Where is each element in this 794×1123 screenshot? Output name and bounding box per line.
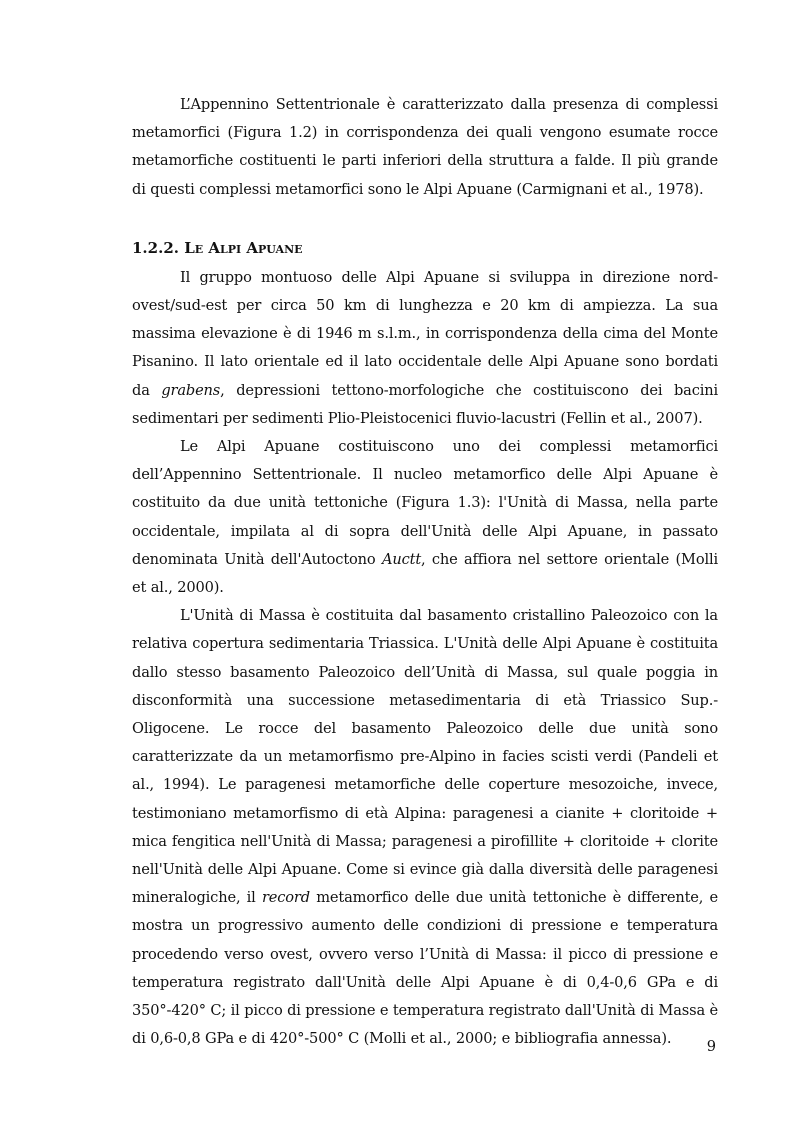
page-number: 9 bbox=[706, 1038, 716, 1055]
paragraph-text: Le Alpi Apuane costituiscono uno dei complessi metamorfici dell’Appennino Settentrionale. Il nucleo metamorfico delle Alpi Apuane è costituito da due unità tettoniche (Figura 1.3): l'Unità di Massa, nella parte occidentale, impilata al di sopra dell'Unità delle Alpi Apuane, in passato denominata Unità dell'Autoctono bbox=[132, 438, 718, 568]
italic-term: Auctt bbox=[381, 550, 422, 568]
paragraph-text: Il gruppo montuoso delle Alpi Apuane si sviluppa in direzione nord-ovest/sud-est per circa 50 km di lunghezza e 20 km di ampiezza. La sua massima elevazione è di 1946 m s.l.m., in corrispondenza della cima del Monte Pisanino. Il lato orientale ed il lato occidentale delle Alpi Apuane sono bordati da bbox=[132, 268, 718, 399]
italic-term: record bbox=[261, 889, 310, 907]
paragraph-apuane-geography bbox=[132, 264, 718, 433]
italic-term: grabens bbox=[161, 381, 221, 399]
paragraph-text: , che affiora nel settore orientale (Molli et al., 2000). bbox=[132, 550, 719, 597]
paragraph-intro: L’Appennino Settentrionale è caratterizzato dalla presenza di complessi metamorfici (Figura 1.2) in corrispondenza dei quali vengono esumate rocce metamorfiche costituenti le parti inferiori della struttura a falde. Il più grande di questi complessi metamorfici sono le Alpi Apuane (Carmignani et al., 1978). bbox=[132, 96, 718, 198]
paragraph-text: L'Unità di Massa è costituita dal basamento cristallino Paleozoico con la relativa copertura sedimentaria Triassica. L'Unità delle Alpi Apuane è costituita dallo stesso basamento Paleozoico dell’Unità di Massa, sul quale poggia in disconformità una successione metasedimentaria di età Triassico Sup.-Oligocene. Le rocce del basamento Paleozoico delle due unità sono caratterizzate da un metamorfismo pre-Alpino in facies scisti verdi (Pandeli et al., 1994). Le paragenesi metamorfiche delle coperture mesozoiche, invece, testimoniano metamorfismo di età Alpina: paragenesi a cianite + cloritoide + mica fengitica nell'Unità di Massa; paragenesi a pirofillite + cloritoide + clorite nell'Unità delle Alpi Apuane. Come si evince già dalla diversità delle paragenesi mineralogiche, il bbox=[132, 607, 718, 907]
paragraph-text: metamorfico delle due unità tettoniche è differente, e mostra un progressivo aumento delle condizioni di pressione e temperatura procedendo verso ovest, ovvero verso l’Unità di Massa: il picco di pressione e temperatura registrato dall'Unità delle Alpi Apuane è di 0,4-0,6 GPa e di 350°-420° C; il picco di pressione e temperatura registrato dall'Unità di Massa è di 0,6-0,8 GPa e di 420°-500° C (Molli et al., 2000; e bibliografia annessa). bbox=[132, 889, 718, 1048]
paragraph-metamorphic-core bbox=[132, 433, 718, 602]
section-heading: 1.2.2. Le Alpi Apuane bbox=[132, 238, 303, 257]
paragraph-text: , depressioni tettono-morfologiche che costituiscono dei bacini sedimentari per sedimenti Plio-Pleistocenici fluvio-lacustri (Fellin et al., 2007). bbox=[132, 381, 718, 427]
paragraph-units bbox=[132, 602, 718, 1053]
document-page bbox=[132, 91, 718, 1054]
